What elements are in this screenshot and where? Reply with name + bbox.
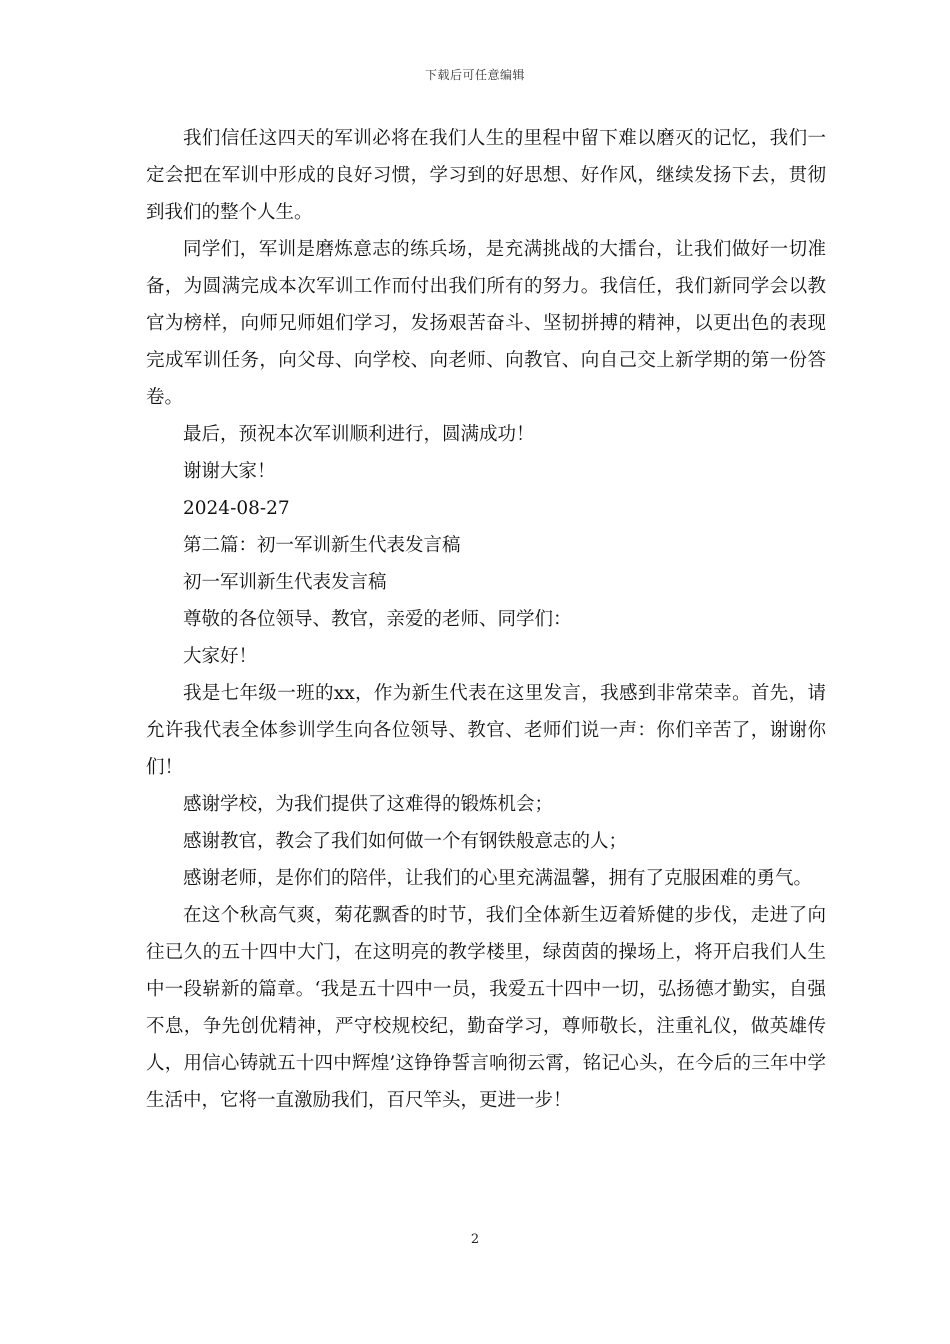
document-body [146, 120, 826, 1119]
section-heading: 第二篇：初一军训新生代表发言稿 [183, 535, 461, 556]
speech-title: 初一军训新生代表发言稿 [183, 572, 387, 593]
paragraph-thanks: 谢谢大家！ [183, 461, 276, 482]
paragraph-thank-school: 感谢学校，为我们提供了这难得的锻炼机会； [183, 794, 554, 815]
paragraph-thank-teachers: 感谢老师，是你们的陪伴，让我们的心里充满温馨，拥有了克服困难的勇气。 [183, 868, 813, 889]
paragraph-wish: 最后，预祝本次军训顺利进行，圆满成功！ [183, 424, 535, 445]
salutation: 尊敬的各位领导、教官，亲爱的老师、同学们： [183, 609, 572, 630]
paragraph-thank-instructors: 感谢教官，教会了我们如何做一个有钢铁般意志的人； [183, 831, 628, 852]
page-number: 2 [470, 1232, 480, 1247]
greeting: 大家好！ [183, 646, 258, 667]
paragraph-autumn: 在这个秋高气爽，菊花飘香的时节，我们全体新生迈着矫健的步伐，走进了向往已久的五十四中大门，在这明亮的教学楼里，绿茵茵的操场上，将开启我们人生中一段崭新的篇章。‘我是五十四中一员，我爱五十四中一切，弘扬德才勤实，自强不息，争先创优精神，严守校规校纪，勤奋学习，尊师敬长，注重礼仪，做英雄传人，用信心铸就五十四中辉煌’这铮铮誓言响彻云霄，铭记心头，在今后的三年中学生活中，它将一直激励我们，百尺竿头，更进一步！ [146, 905, 826, 1111]
paragraph-memory: 我们信任这四天的军训必将在我们人生的里程中留下难以磨灭的记忆，我们一定会把在军训中形成的良好习惯，学习到的好思想、好作风，继续发扬下去，贯彻到我们的整个人生。 [146, 128, 826, 223]
paragraph-date: 2024-08-27 [183, 498, 290, 519]
paragraph-classmates: 同学们，军训是磨炼意志的练兵场，是充满挑战的大擂台，让我们做好一切准备，为圆满完成本次军训工作而付出我们所有的努力。我信任，我们新同学会以教官为榜样，向师兄师姐们学习，发扬艰苦奋斗、坚韧拼搏的精神，以更出色的表现完成军训任务，向父母、向学校、向老师、向教官、向自己交上新学期的第一份答卷。 [146, 239, 826, 408]
paragraph-introduction: 我是七年级一班的xx，作为新生代表在这里发言，我感到非常荣幸。首先，请允许我代表全体参训学生向各位领导、教官、老师们说一声：你们辛苦了，谢谢你们！ [146, 683, 826, 778]
page-header: 下载后可任意编辑 [424, 68, 525, 82]
